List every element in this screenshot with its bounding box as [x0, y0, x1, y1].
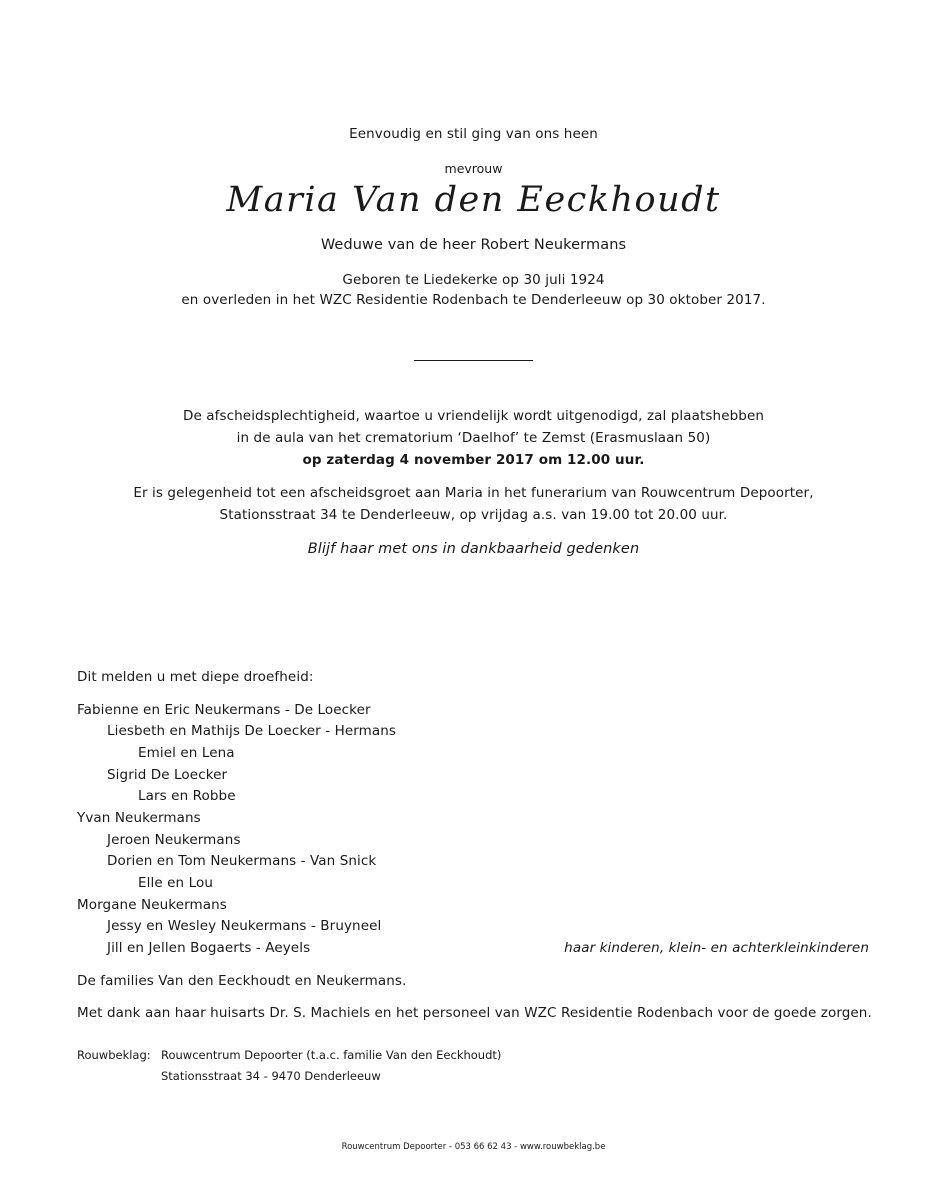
- family-member: Fabienne en Eric Neukermans - De Loecker: [77, 702, 371, 718]
- family-member: Yvan Neukermans: [77, 810, 201, 826]
- thanks-line: Met dank aan haar huisarts Dr. S. Machiels en het personeel van WZC Residentie Rodenbach voor de goede zorgen.: [77, 1005, 872, 1021]
- death-line: en overleden in het WZC Residentie Rodenbach te Denderleeuw op 30 oktober 2017.: [181, 292, 766, 308]
- family-member: Lars en Robbe: [138, 788, 236, 804]
- family-member: Emiel en Lena: [138, 745, 235, 761]
- rouwbeklag-address-2: Stationsstraat 34 - 9470 Denderleeuw: [161, 1069, 381, 1083]
- family-member: Dorien en Tom Neukermans - Van Snick: [107, 853, 377, 869]
- farewell-line-2: Stationsstraat 34 te Denderleeuw, op vrijdag a.s. van 19.00 tot 20.00 uur.: [219, 507, 728, 523]
- motto: Blijf haar met ons in dankbaarheid gedenken: [307, 541, 640, 557]
- spouse-line: Weduwe van de heer Robert Neukermans: [320, 237, 627, 253]
- intro-text: Eenvoudig en stil ging van ons heen: [349, 126, 598, 142]
- family-member: Liesbeth en Mathijs De Loecker - Hermans: [107, 723, 397, 739]
- family-member: Jeroen Neukermans: [107, 832, 241, 848]
- families-line: De families Van den Eeckhoudt en Neukermans.: [77, 973, 407, 989]
- family-member: Sigrid De Loecker: [107, 767, 228, 783]
- ceremony-line-2: in de aula van het crematorium ‘Daelhof’ te Zemst (Erasmuslaan 50): [236, 430, 711, 446]
- family-member: Jessy en Wesley Neukermans - Bruyneel: [107, 918, 382, 934]
- family-intro: Dit melden u met diepe droefheid:: [77, 669, 314, 685]
- family-caption: haar kinderen, klein- en achterkleinkinderen: [564, 940, 869, 956]
- family-member: Morgane Neukermans: [77, 897, 227, 913]
- farewell-line-1: Er is gelegenheid tot een afscheidsgroet aan Maria in het funerarium van Rouwcentrum Depoorter,: [133, 485, 814, 501]
- birth-line: Geboren te Liedekerke op 30 juli 1924: [342, 272, 605, 288]
- rouwbeklag-label: Rouwbeklag:: [77, 1048, 151, 1062]
- deceased-name: Maria Van den Eeckhoudt: [226, 180, 721, 220]
- ceremony-line-1: De afscheidsplechtigheid, waartoe u vriendelijk wordt uitgenodigd, zal plaatshebben: [182, 408, 765, 424]
- family-member: Elle en Lou: [138, 875, 213, 891]
- ceremony-date: op zaterdag 4 november 2017 om 12.00 uur.: [302, 452, 645, 468]
- rouwbeklag-address-1: Rouwcentrum Depoorter (t.a.c. familie Van den Eeckhoudt): [161, 1048, 502, 1062]
- divider-line: [414, 360, 533, 361]
- title-prefix: mevrouw: [444, 161, 503, 176]
- footer-contact: Rouwcentrum Depoorter - 053 66 62 43 - www.rouwbeklag.be: [341, 1142, 606, 1152]
- family-member: Jill en Jellen Bogaerts - Aeyels: [107, 940, 311, 956]
